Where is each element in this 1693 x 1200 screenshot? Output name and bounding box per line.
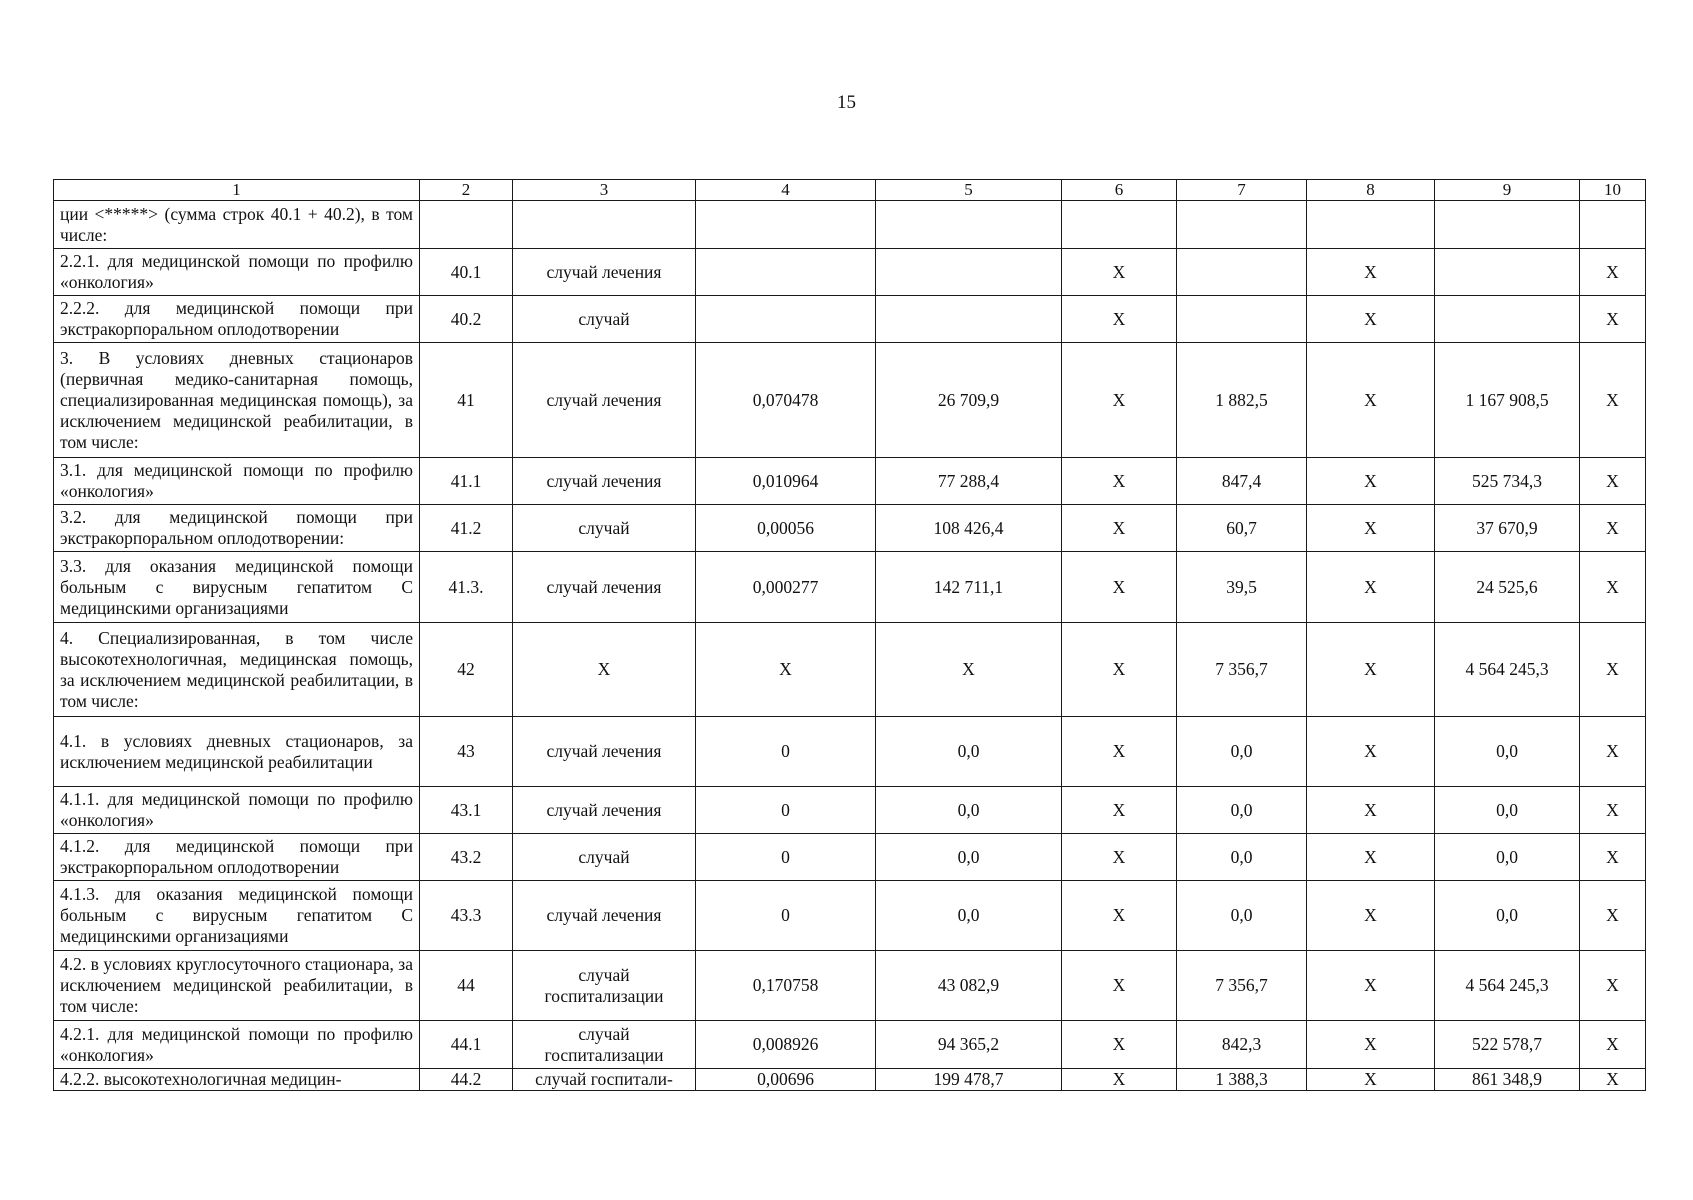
value-cell: X	[1580, 787, 1646, 834]
value-cell: X	[1580, 623, 1646, 717]
row-description: 4. Специализированная, в том числе высокотехнологичная, медицинская помощь, за исключением медицинской реабилитации, в том числе:	[54, 623, 420, 717]
value-cell: X	[1580, 881, 1646, 951]
value-cell: X	[1580, 458, 1646, 505]
row-number: 42	[420, 623, 513, 717]
row-number: 41	[420, 343, 513, 458]
value-cell: 24 525,6	[1435, 552, 1580, 623]
row-description: 4.2. в условиях круглосуточного стационара, за исключением медицинской реабилитации, в том числе:	[54, 951, 420, 1021]
row-number: 43.1	[420, 787, 513, 834]
value-cell: X	[1307, 834, 1435, 881]
table-row	[54, 1069, 1646, 1091]
unit-cell: случай	[513, 505, 696, 552]
row-number: 41.1	[420, 458, 513, 505]
value-cell: 0,000277	[696, 552, 876, 623]
row-description: 4.2.1. для медицинской помощи по профилю «онкология»	[54, 1021, 420, 1069]
table-row	[54, 951, 1646, 1021]
row-description: 4.1.1. для медицинской помощи по профилю «онкология»	[54, 787, 420, 834]
value-cell: X	[1580, 296, 1646, 343]
value-cell: X	[1580, 505, 1646, 552]
value-cell: X	[1307, 951, 1435, 1021]
value-cell: X	[1307, 343, 1435, 458]
value-cell: X	[1580, 343, 1646, 458]
value-cell: 0	[696, 717, 876, 787]
value-cell: X	[876, 623, 1062, 717]
unit-cell: случай лечения	[513, 552, 696, 623]
value-cell	[1177, 201, 1307, 249]
column-header: 5	[876, 180, 1062, 201]
value-cell: X	[1580, 717, 1646, 787]
row-number: 40.1	[420, 249, 513, 296]
column-header: 2	[420, 180, 513, 201]
value-cell: X	[1307, 1069, 1435, 1091]
column-header: 7	[1177, 180, 1307, 201]
row-number: 43	[420, 717, 513, 787]
row-number: 43.3	[420, 881, 513, 951]
value-cell: X	[1062, 1021, 1177, 1069]
unit-cell	[513, 201, 696, 249]
value-cell: 0,170758	[696, 951, 876, 1021]
value-cell: X	[1307, 881, 1435, 951]
value-cell: 0,0	[876, 881, 1062, 951]
value-cell: 861 348,9	[1435, 1069, 1580, 1091]
unit-cell: случай лечения	[513, 881, 696, 951]
value-cell: 0,0	[1435, 717, 1580, 787]
value-cell: X	[1307, 717, 1435, 787]
table-row	[54, 552, 1646, 623]
row-description: 3.1. для медицинской помощи по профилю «онкология»	[54, 458, 420, 505]
value-cell: X	[1307, 458, 1435, 505]
value-cell: 0	[696, 787, 876, 834]
unit-cell: случай госпитализации	[513, 951, 696, 1021]
value-cell: 7 356,7	[1177, 623, 1307, 717]
value-cell: 0,070478	[696, 343, 876, 458]
row-description: 4.2.2. высокотехнологичная медицин-	[54, 1069, 420, 1091]
unit-cell: случай госпитали-	[513, 1069, 696, 1091]
value-cell: 0,0	[1435, 881, 1580, 951]
value-cell: 0,0	[876, 717, 1062, 787]
value-cell: X	[1062, 881, 1177, 951]
value-cell: 522 578,7	[1435, 1021, 1580, 1069]
row-number: 44.1	[420, 1021, 513, 1069]
row-number: 40.2	[420, 296, 513, 343]
value-cell: 1 388,3	[1177, 1069, 1307, 1091]
value-cell: X	[1062, 552, 1177, 623]
column-header: 4	[696, 180, 876, 201]
row-number: 44	[420, 951, 513, 1021]
value-cell: X	[1062, 951, 1177, 1021]
value-cell: X	[696, 623, 876, 717]
value-cell: X	[1580, 951, 1646, 1021]
value-cell: 39,5	[1177, 552, 1307, 623]
row-number: 41.2	[420, 505, 513, 552]
value-cell	[1435, 201, 1580, 249]
unit-cell: случай	[513, 296, 696, 343]
table-row	[54, 458, 1646, 505]
row-description: 3.2. для медицинской помощи при экстракорпоральном оплодотворении:	[54, 505, 420, 552]
value-cell: 1 882,5	[1177, 343, 1307, 458]
value-cell: 26 709,9	[876, 343, 1062, 458]
value-cell	[1580, 201, 1646, 249]
row-description: 4.1.3. для оказания медицинской помощи больным с вирусным гепатитом С медицинскими организациями	[54, 881, 420, 951]
value-cell: 0,0	[1177, 834, 1307, 881]
value-cell: X	[1307, 623, 1435, 717]
value-cell: 0	[696, 834, 876, 881]
table-row	[54, 881, 1646, 951]
value-cell	[696, 296, 876, 343]
value-cell: X	[1062, 834, 1177, 881]
row-number: 44.2	[420, 1069, 513, 1091]
table-row	[54, 296, 1646, 343]
column-header: 6	[1062, 180, 1177, 201]
value-cell: 4 564 245,3	[1435, 623, 1580, 717]
value-cell: X	[1307, 505, 1435, 552]
value-cell: X	[1307, 787, 1435, 834]
value-cell: 0,0	[1177, 787, 1307, 834]
value-cell: 37 670,9	[1435, 505, 1580, 552]
value-cell: X	[1580, 552, 1646, 623]
column-header: 1	[54, 180, 420, 201]
table-row	[54, 249, 1646, 296]
value-cell: 842,3	[1177, 1021, 1307, 1069]
row-number: 43.2	[420, 834, 513, 881]
unit-cell: случай лечения	[513, 458, 696, 505]
table-row	[54, 201, 1646, 249]
row-description: 3. В условиях дневных стационаров (первичная медико-санитарная помощь, специализированная медицинская помощь), за исключением медицинской реабилитации, в том числе:	[54, 343, 420, 458]
value-cell	[1177, 296, 1307, 343]
value-cell: 1 167 908,5	[1435, 343, 1580, 458]
row-number	[420, 201, 513, 249]
value-cell: 0,0	[876, 787, 1062, 834]
value-cell: X	[1062, 343, 1177, 458]
row-description: 4.1.2. для медицинской помощи при экстракорпоральном оплодотворении	[54, 834, 420, 881]
value-cell	[696, 249, 876, 296]
value-cell: X	[1062, 458, 1177, 505]
value-cell: 0,0	[876, 834, 1062, 881]
value-cell: X	[1580, 249, 1646, 296]
value-cell: 0,0	[1177, 881, 1307, 951]
value-cell	[1062, 201, 1177, 249]
value-cell: X	[1580, 1069, 1646, 1091]
value-cell: 0,008926	[696, 1021, 876, 1069]
unit-cell: случай лечения	[513, 343, 696, 458]
value-cell: 199 478,7	[876, 1069, 1062, 1091]
value-cell: X	[1062, 249, 1177, 296]
value-cell: X	[1307, 296, 1435, 343]
value-cell: 847,4	[1177, 458, 1307, 505]
table-row	[54, 623, 1646, 717]
column-header: 3	[513, 180, 696, 201]
table-header-row	[54, 180, 1646, 201]
value-cell: 4 564 245,3	[1435, 951, 1580, 1021]
value-cell: 77 288,4	[876, 458, 1062, 505]
row-description: ции <*****> (сумма строк 40.1 + 40.2), в том числе:	[54, 201, 420, 249]
value-cell: X	[1307, 1021, 1435, 1069]
value-cell: X	[1062, 1069, 1177, 1091]
value-cell	[876, 296, 1062, 343]
value-cell: 0,00056	[696, 505, 876, 552]
value-cell: 0,00696	[696, 1069, 876, 1091]
value-cell: X	[1062, 296, 1177, 343]
value-cell: X	[1062, 505, 1177, 552]
value-cell: 0,010964	[696, 458, 876, 505]
table-row	[54, 834, 1646, 881]
value-cell: 108 426,4	[876, 505, 1062, 552]
page-number: 15	[837, 92, 856, 113]
value-cell: 0,0	[1177, 717, 1307, 787]
value-cell	[696, 201, 876, 249]
value-cell: X	[1580, 1021, 1646, 1069]
value-cell: 60,7	[1177, 505, 1307, 552]
value-cell: 525 734,3	[1435, 458, 1580, 505]
unit-cell: случай госпитализации	[513, 1021, 696, 1069]
value-cell	[876, 249, 1062, 296]
value-cell: 0	[696, 881, 876, 951]
unit-cell: случай лечения	[513, 787, 696, 834]
table-row	[54, 787, 1646, 834]
value-cell	[1177, 249, 1307, 296]
value-cell	[1435, 296, 1580, 343]
unit-cell: случай	[513, 834, 696, 881]
value-cell: 94 365,2	[876, 1021, 1062, 1069]
value-cell	[1435, 249, 1580, 296]
unit-cell: X	[513, 623, 696, 717]
value-cell: 142 711,1	[876, 552, 1062, 623]
row-description: 2.2.2. для медицинской помощи при экстракорпоральном оплодотворении	[54, 296, 420, 343]
row-description: 2.2.1. для медицинской помощи по профилю «онкология»	[54, 249, 420, 296]
data-table	[53, 179, 1646, 1091]
value-cell: 43 082,9	[876, 951, 1062, 1021]
column-header: 10	[1580, 180, 1646, 201]
value-cell: 0,0	[1435, 787, 1580, 834]
row-number: 41.3.	[420, 552, 513, 623]
row-description: 4.1. в условиях дневных стационаров, за исключением медицинской реабилитации	[54, 717, 420, 787]
value-cell: X	[1062, 623, 1177, 717]
value-cell: X	[1580, 834, 1646, 881]
row-description: 3.3. для оказания медицинской помощи больным с вирусным гепатитом С медицинскими организациями	[54, 552, 420, 623]
column-header: 9	[1435, 180, 1580, 201]
column-header: 8	[1307, 180, 1435, 201]
value-cell: 7 356,7	[1177, 951, 1307, 1021]
value-cell: X	[1062, 787, 1177, 834]
table-row	[54, 343, 1646, 458]
value-cell: 0,0	[1435, 834, 1580, 881]
table-row	[54, 717, 1646, 787]
value-cell: X	[1062, 717, 1177, 787]
value-cell	[876, 201, 1062, 249]
table-row	[54, 505, 1646, 552]
unit-cell: случай лечения	[513, 717, 696, 787]
value-cell: X	[1307, 249, 1435, 296]
value-cell: X	[1307, 552, 1435, 623]
value-cell	[1307, 201, 1435, 249]
table-row	[54, 1021, 1646, 1069]
unit-cell: случай лечения	[513, 249, 696, 296]
